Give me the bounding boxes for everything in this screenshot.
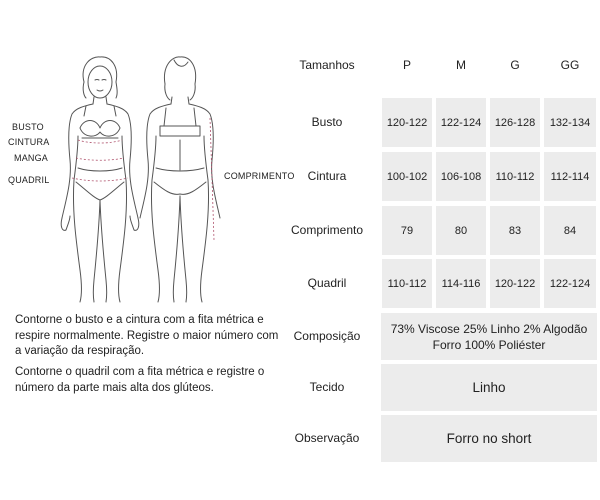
row-label-quadril: Quadril xyxy=(307,276,347,290)
row-label-cintura: Cintura xyxy=(307,169,347,183)
cell-cintura-gg: 112-114 xyxy=(544,152,596,201)
cell-comprimento-m: 80 xyxy=(436,206,486,255)
cell-busto-gg: 132-134 xyxy=(544,98,596,147)
composicao-line-2: Forro 100% Poliéster xyxy=(432,337,546,352)
cell-comprimento-g: 83 xyxy=(490,206,540,255)
front-figure xyxy=(61,57,139,302)
measurement-figure xyxy=(0,40,300,310)
cell-comprimento-p: 79 xyxy=(382,206,432,255)
row-label-observacao: Observação xyxy=(294,431,360,445)
cell-busto-g: 126-128 xyxy=(490,98,540,147)
cell-quadril-p: 110-112 xyxy=(382,259,432,308)
size-header-g: G xyxy=(510,58,520,72)
row-label-busto: Busto xyxy=(311,115,343,129)
label-quadril: QUADRIL xyxy=(8,175,50,185)
label-comprimento: COMPRIMENTO xyxy=(224,171,295,181)
size-header-gg: GG xyxy=(560,58,580,72)
cell-cintura-p: 100-102 xyxy=(382,152,432,201)
label-busto: BUSTO xyxy=(12,122,44,132)
cell-busto-m: 122-124 xyxy=(436,98,486,147)
cell-comprimento-gg: 84 xyxy=(544,206,596,255)
row-label-tecido: Tecido xyxy=(309,380,345,394)
cell-cintura-g: 110-112 xyxy=(490,152,540,201)
row-label-comprimento: Comprimento xyxy=(290,223,364,237)
cell-quadril-gg: 122-124 xyxy=(544,259,596,308)
cell-quadril-m: 114-116 xyxy=(436,259,486,308)
back-figure xyxy=(140,57,220,302)
cell-quadril-g: 120-122 xyxy=(490,259,540,308)
note-busto-cintura: Contorne o busto e a cintura com a fita métrica e respire normalmente. Registre o maior número com a variação da respiração. xyxy=(15,314,279,357)
size-header-m: M xyxy=(456,58,466,72)
size-header-p: P xyxy=(402,58,411,72)
observacao-value: Forro no short xyxy=(381,415,597,462)
tecido-value: Linho xyxy=(381,364,597,411)
note-quadril: Contorne o quadril com a fita métrica e registre o número da parte mais alta dos glúteos. xyxy=(15,366,265,394)
header-tamanhos: Tamanhos xyxy=(299,58,355,72)
cell-cintura-m: 106-108 xyxy=(436,152,486,201)
row-label-composicao: Composição xyxy=(293,329,361,343)
label-manga: MANGA xyxy=(14,153,49,163)
cell-busto-p: 120-122 xyxy=(382,98,432,147)
label-cintura: CINTURA xyxy=(8,137,50,147)
composicao-line-1: 73% Viscose 25% Linho 2% Algodão xyxy=(390,321,588,336)
composicao-value xyxy=(381,313,597,360)
